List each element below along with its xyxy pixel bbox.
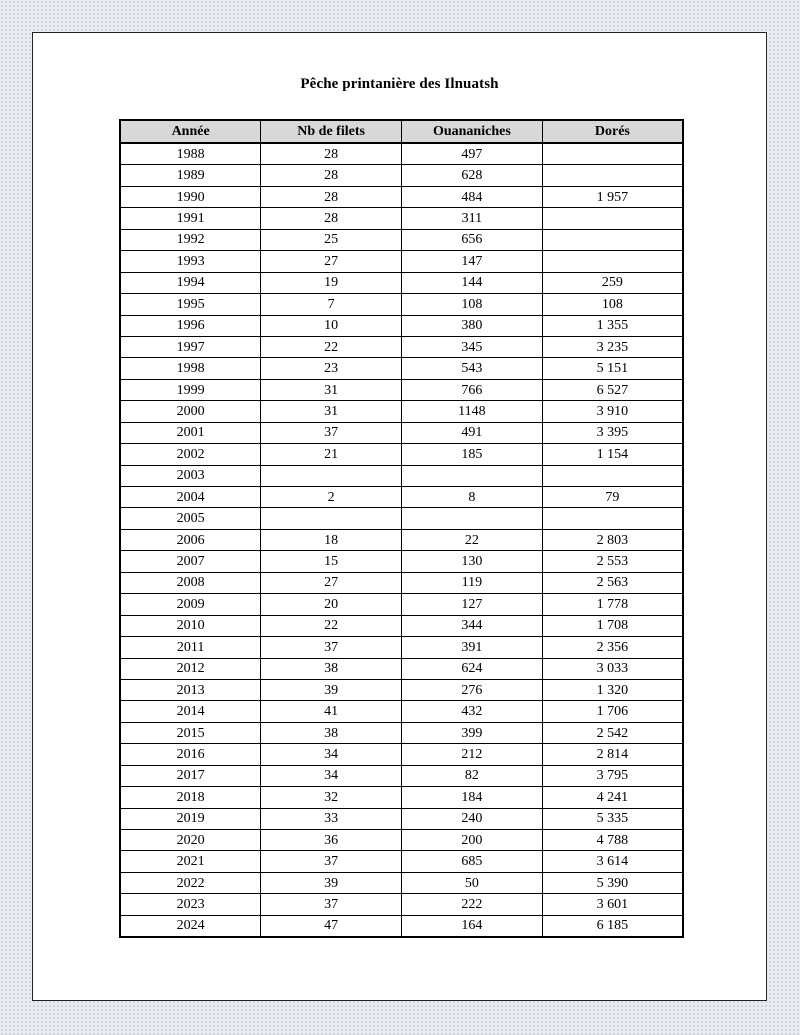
table-row [120, 551, 683, 572]
cell-annee: 2008 [120, 572, 261, 593]
cell-annee: 2024 [120, 915, 261, 937]
cell-dores: 2 563 [542, 572, 683, 593]
cell-nb-filets: 37 [261, 637, 402, 658]
cell-ouananiches: 240 [402, 808, 543, 829]
cell-dores: 1 957 [542, 186, 683, 207]
cell-dores: 3 795 [542, 765, 683, 786]
cell-annee: 2007 [120, 551, 261, 572]
cell-annee: 1999 [120, 379, 261, 400]
table-row [120, 637, 683, 658]
cell-annee: 2000 [120, 401, 261, 422]
cell-nb-filets: 37 [261, 894, 402, 915]
cell-dores: 259 [542, 272, 683, 293]
cell-annee: 2001 [120, 422, 261, 443]
cell-annee: 1998 [120, 358, 261, 379]
fishing-data-table [119, 119, 684, 938]
table-row [120, 594, 683, 615]
table-row [120, 358, 683, 379]
cell-ouananiches: 311 [402, 208, 543, 229]
cell-dores: 6 185 [542, 915, 683, 937]
table-row [120, 701, 683, 722]
table-row [120, 465, 683, 486]
cell-ouananiches: 543 [402, 358, 543, 379]
cell-ouananiches: 8 [402, 487, 543, 508]
cell-nb-filets: 28 [261, 165, 402, 186]
cell-annee: 1989 [120, 165, 261, 186]
table-row [120, 229, 683, 250]
cell-annee: 2017 [120, 765, 261, 786]
cell-nb-filets: 39 [261, 872, 402, 893]
table-row [120, 722, 683, 743]
cell-annee: 2010 [120, 615, 261, 636]
cell-dores [542, 508, 683, 529]
cell-annee: 2014 [120, 701, 261, 722]
cell-dores: 108 [542, 294, 683, 315]
cell-ouananiches: 345 [402, 336, 543, 357]
cell-ouananiches: 276 [402, 679, 543, 700]
cell-nb-filets: 18 [261, 529, 402, 550]
cell-dores: 3 601 [542, 894, 683, 915]
cell-nb-filets: 31 [261, 401, 402, 422]
cell-annee: 2023 [120, 894, 261, 915]
cell-nb-filets: 38 [261, 658, 402, 679]
column-header-nb-filets: Nb de filets [261, 120, 402, 143]
cell-nb-filets: 37 [261, 422, 402, 443]
cell-ouananiches: 391 [402, 637, 543, 658]
cell-annee: 2011 [120, 637, 261, 658]
cell-ouananiches [402, 465, 543, 486]
cell-dores: 5 151 [542, 358, 683, 379]
table-row [120, 808, 683, 829]
cell-annee: 1997 [120, 336, 261, 357]
cell-annee: 1992 [120, 229, 261, 250]
cell-dores: 3 910 [542, 401, 683, 422]
cell-annee: 2003 [120, 465, 261, 486]
cell-nb-filets: 25 [261, 229, 402, 250]
cell-nb-filets: 39 [261, 679, 402, 700]
table-row [120, 422, 683, 443]
cell-ouananiches: 185 [402, 444, 543, 465]
column-header-ouananiches: Ouananiches [402, 120, 543, 143]
column-header-annee: Année [120, 120, 261, 143]
table-row [120, 679, 683, 700]
table-row [120, 336, 683, 357]
table-header-row [120, 120, 683, 143]
cell-ouananiches: 432 [402, 701, 543, 722]
table-row [120, 272, 683, 293]
cell-annee: 2002 [120, 444, 261, 465]
table-row [120, 851, 683, 872]
cell-ouananiches: 497 [402, 143, 543, 165]
cell-nb-filets [261, 465, 402, 486]
cell-annee: 1994 [120, 272, 261, 293]
cell-dores: 5 335 [542, 808, 683, 829]
cell-ouananiches: 222 [402, 894, 543, 915]
page-title: Pêche printanière des Ilnuatsh [300, 76, 499, 92]
cell-annee: 1988 [120, 143, 261, 165]
cell-nb-filets: 41 [261, 701, 402, 722]
table-row [120, 208, 683, 229]
cell-ouananiches: 212 [402, 744, 543, 765]
cell-annee: 2021 [120, 851, 261, 872]
cell-ouananiches: 82 [402, 765, 543, 786]
cell-nb-filets: 47 [261, 915, 402, 937]
cell-annee: 2022 [120, 872, 261, 893]
cell-annee: 1993 [120, 251, 261, 272]
cell-ouananiches: 344 [402, 615, 543, 636]
table-row [120, 165, 683, 186]
cell-dores [542, 208, 683, 229]
cell-annee: 1991 [120, 208, 261, 229]
cell-ouananiches: 147 [402, 251, 543, 272]
cell-ouananiches: 184 [402, 787, 543, 808]
cell-ouananiches: 484 [402, 186, 543, 207]
cell-nb-filets: 32 [261, 787, 402, 808]
cell-nb-filets: 23 [261, 358, 402, 379]
cell-ouananiches: 628 [402, 165, 543, 186]
cell-dores: 79 [542, 487, 683, 508]
cell-ouananiches: 144 [402, 272, 543, 293]
cell-annee: 2013 [120, 679, 261, 700]
table-row [120, 658, 683, 679]
cell-annee: 1996 [120, 315, 261, 336]
table-row [120, 487, 683, 508]
cell-nb-filets: 28 [261, 143, 402, 165]
cell-dores: 1 708 [542, 615, 683, 636]
cell-dores: 1 320 [542, 679, 683, 700]
cell-dores: 3 395 [542, 422, 683, 443]
cell-dores: 2 356 [542, 637, 683, 658]
cell-dores [542, 143, 683, 165]
cell-ouananiches: 164 [402, 915, 543, 937]
cell-nb-filets: 34 [261, 744, 402, 765]
cell-ouananiches [402, 508, 543, 529]
cell-dores: 4 788 [542, 830, 683, 851]
table-row [120, 294, 683, 315]
cell-ouananiches: 130 [402, 551, 543, 572]
cell-dores: 1 778 [542, 594, 683, 615]
cell-annee: 2005 [120, 508, 261, 529]
table-row [120, 615, 683, 636]
cell-ouananiches: 200 [402, 830, 543, 851]
table-row [120, 744, 683, 765]
cell-ouananiches: 108 [402, 294, 543, 315]
cell-nb-filets: 36 [261, 830, 402, 851]
cell-nb-filets: 10 [261, 315, 402, 336]
cell-dores: 2 542 [542, 722, 683, 743]
cell-nb-filets: 22 [261, 615, 402, 636]
cell-annee: 1990 [120, 186, 261, 207]
cell-nb-filets: 22 [261, 336, 402, 357]
cell-annee: 2018 [120, 787, 261, 808]
cell-dores: 3 235 [542, 336, 683, 357]
cell-dores [542, 251, 683, 272]
cell-nb-filets: 19 [261, 272, 402, 293]
cell-nb-filets: 20 [261, 594, 402, 615]
table-row [120, 765, 683, 786]
table-row [120, 872, 683, 893]
cell-dores: 3 614 [542, 851, 683, 872]
table-row [120, 186, 683, 207]
cell-dores: 2 803 [542, 529, 683, 550]
cell-ouananiches: 624 [402, 658, 543, 679]
cell-dores: 5 390 [542, 872, 683, 893]
cell-nb-filets: 33 [261, 808, 402, 829]
table-row [120, 315, 683, 336]
cell-nb-filets: 21 [261, 444, 402, 465]
table-row [120, 572, 683, 593]
cell-ouananiches: 766 [402, 379, 543, 400]
cell-ouananiches: 399 [402, 722, 543, 743]
table-row [120, 401, 683, 422]
cell-annee: 2012 [120, 658, 261, 679]
table-row [120, 508, 683, 529]
cell-dores [542, 165, 683, 186]
cell-dores [542, 229, 683, 250]
table-row [120, 444, 683, 465]
cell-dores: 4 241 [542, 787, 683, 808]
cell-annee: 2019 [120, 808, 261, 829]
cell-nb-filets: 37 [261, 851, 402, 872]
cell-nb-filets: 38 [261, 722, 402, 743]
cell-nb-filets: 15 [261, 551, 402, 572]
table-row [120, 529, 683, 550]
cell-ouananiches: 50 [402, 872, 543, 893]
cell-annee: 2004 [120, 487, 261, 508]
cell-nb-filets: 7 [261, 294, 402, 315]
cell-ouananiches: 380 [402, 315, 543, 336]
cell-dores: 3 033 [542, 658, 683, 679]
cell-dores: 1 355 [542, 315, 683, 336]
cell-nb-filets: 27 [261, 572, 402, 593]
cell-dores: 1 706 [542, 701, 683, 722]
cell-dores [542, 465, 683, 486]
table-body [120, 143, 683, 937]
cell-nb-filets: 28 [261, 186, 402, 207]
cell-annee: 2016 [120, 744, 261, 765]
table-row [120, 787, 683, 808]
cell-ouananiches: 22 [402, 529, 543, 550]
document-page [32, 32, 767, 1001]
cell-annee: 2015 [120, 722, 261, 743]
cell-dores: 6 527 [542, 379, 683, 400]
cell-annee: 2006 [120, 529, 261, 550]
cell-ouananiches: 656 [402, 229, 543, 250]
cell-ouananiches: 119 [402, 572, 543, 593]
column-header-dores: Dorés [542, 120, 683, 143]
cell-annee: 2009 [120, 594, 261, 615]
cell-ouananiches: 491 [402, 422, 543, 443]
table-row [120, 143, 683, 165]
cell-dores: 1 154 [542, 444, 683, 465]
cell-dores: 2 553 [542, 551, 683, 572]
cell-annee: 1995 [120, 294, 261, 315]
cell-ouananiches: 1148 [402, 401, 543, 422]
cell-nb-filets: 34 [261, 765, 402, 786]
cell-nb-filets [261, 508, 402, 529]
table-row [120, 251, 683, 272]
cell-annee: 2020 [120, 830, 261, 851]
table-row [120, 894, 683, 915]
cell-nb-filets: 2 [261, 487, 402, 508]
cell-dores: 2 814 [542, 744, 683, 765]
table-row [120, 379, 683, 400]
cell-nb-filets: 27 [261, 251, 402, 272]
cell-ouananiches: 127 [402, 594, 543, 615]
table-row [120, 915, 683, 937]
cell-ouananiches: 685 [402, 851, 543, 872]
table-row [120, 830, 683, 851]
cell-nb-filets: 28 [261, 208, 402, 229]
cell-nb-filets: 31 [261, 379, 402, 400]
